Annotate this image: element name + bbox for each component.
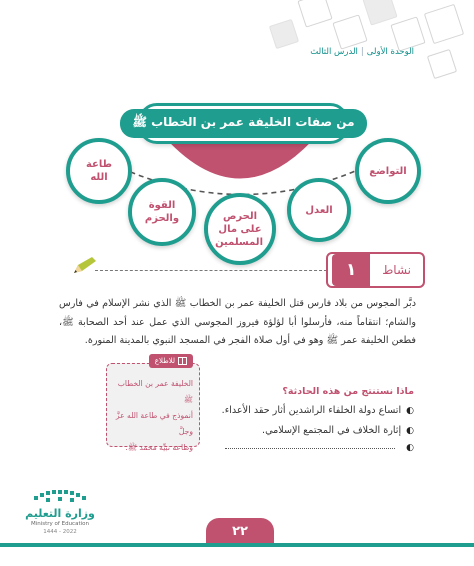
page-title: من صفات الخليفة عمر بن الخطاب ﷺ [120, 109, 366, 138]
title-banner [132, 103, 355, 144]
activity-number: ١ [332, 254, 370, 286]
bullet-icon: ◐ [406, 443, 414, 453]
info-box [106, 357, 200, 452]
trait-circle-care [204, 193, 276, 265]
unit-label: الوحدة الأولى [366, 47, 414, 57]
ministry-logo [10, 486, 110, 542]
trait-label: الحرص على مال المسلمين [215, 210, 263, 248]
lesson-label: الدرس الثالث [310, 47, 358, 57]
trait-label: العدل [305, 204, 333, 216]
trait-circle-obedience [66, 138, 132, 204]
bullet-icon: ◐ [406, 425, 414, 436]
ministry-year: 2022 - 1444 [43, 529, 77, 535]
trait-circle-justice [287, 178, 351, 242]
info-tag [149, 354, 193, 368]
question-heading: ماذا نستنتج من هذه الحادثة؟ [282, 386, 414, 397]
story-paragraph: دبَّر المجوس من بلاد فارس قتل الخليفة عمر بن الخطاب ﷺ الذي نشر الإسلام في فارس والشام؛ انتقاماً منه، فأرسلوا أبا لؤلؤة فيروز المجوسي الذي عمل عند أحد الصحابة ﷺ، فطعن الخليفة عمر ﷺ وهو في أول صلاة الفجر في المسجد النبوي بالمدينة المنورة. [59, 298, 416, 347]
activity-badge [326, 252, 425, 288]
info-line: أنموذج في طاعة الله عزَّ وجلَّ [115, 411, 193, 436]
page-number: ٢٢ [206, 518, 274, 544]
book-icon [178, 357, 187, 365]
bullet-item-empty [406, 443, 414, 453]
trait-label: القوة والحزم [144, 200, 180, 224]
info-line: وطاعة نبيِّه محمد ﷺ. [125, 443, 193, 452]
ministry-name-en: Ministry of Education [30, 521, 89, 527]
info-body [113, 376, 193, 456]
trait-circle-strength [128, 178, 196, 246]
bullet-icon: ◐ [406, 405, 414, 416]
ministry-emblem-icon [30, 488, 90, 508]
trait-label: طاعة الله [85, 159, 113, 183]
trait-label: التواضع [369, 165, 407, 177]
bullet-text: اتساع دولة الخلفاء الراشدين أثار حقد الأعداء. [221, 405, 402, 416]
activity-label: نشاط [382, 263, 411, 277]
bullet-item [262, 425, 414, 436]
info-tag-label: للاطلاع [154, 357, 175, 365]
unit-lesson-header: الوحدة الأولى|الدرس الثالث [310, 47, 414, 57]
bullet-item [222, 405, 414, 416]
trait-circle-humility [355, 138, 421, 204]
activity-dashed-line [95, 270, 327, 271]
bullet-text: إثارة الخلاف في المجتمع الإسلامي. [262, 425, 402, 436]
answer-dotted-line[interactable] [225, 448, 395, 449]
ministry-name-ar: وزارة التعليم [25, 507, 95, 520]
bottom-rule [0, 543, 474, 547]
info-line: الخليفة عمر بن الخطاب ﷺ [117, 379, 193, 404]
